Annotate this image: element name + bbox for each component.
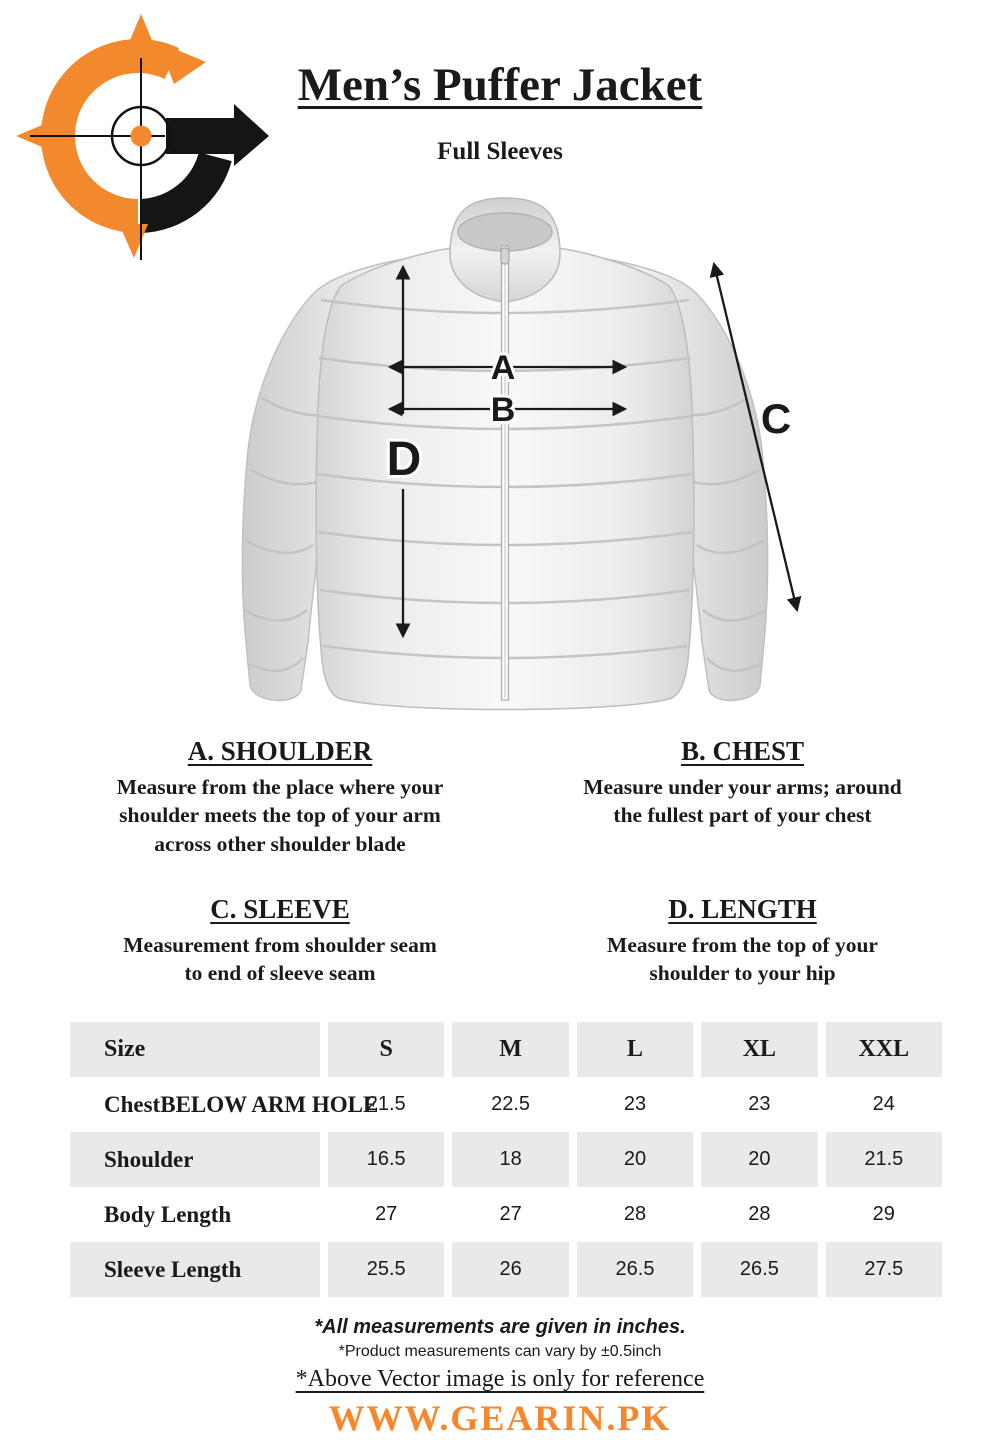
logo-south-point	[119, 224, 148, 258]
note-measurement-variance: *Product measurements can vary by ±0.5inch	[338, 1343, 662, 1360]
sleeve-length-l: 26.5	[577, 1242, 693, 1297]
body-length-xl: 28	[748, 1203, 771, 1225]
section-length	[515, 894, 970, 988]
body-length-s: 27	[375, 1203, 398, 1225]
section-sleeve-line1: Measurement from shoulder seam	[123, 933, 437, 957]
row-body-length-label: Body Length	[104, 1201, 232, 1227]
label-b: B	[490, 391, 516, 429]
row-shoulder-label: Shoulder	[70, 1132, 320, 1187]
chest-l: 23	[623, 1093, 647, 1115]
shoulder-s: 16.5	[328, 1132, 444, 1187]
section-sleeve-line2: to end of sleeve seam	[184, 961, 376, 986]
body-length-xxl: 29	[872, 1203, 895, 1225]
label-a: A	[490, 349, 516, 387]
sleeve-length-xxl: 27.5	[826, 1242, 942, 1297]
chest-xl: 23	[748, 1093, 771, 1115]
size-table-header-l: L	[577, 1022, 693, 1077]
shoulder-l: 20	[577, 1132, 693, 1187]
row-chest-label: Chest BELOW ARM HOLE	[104, 1091, 379, 1117]
zipper-pull	[501, 248, 509, 264]
section-length-line2: shoulder to your hip	[649, 961, 836, 986]
section-length-line1: Measure from the top of your	[607, 933, 878, 957]
section-sleeve-heading: C. SLEEVE	[210, 894, 350, 924]
section-length-heading: D. LENGTH	[668, 894, 817, 924]
sleeve-length-m: 26	[452, 1242, 568, 1297]
body-length-m: 27	[499, 1203, 522, 1225]
shoulder-xxl: 21.5	[826, 1132, 942, 1187]
size-table-header-xxl: XXL	[826, 1022, 942, 1077]
size-table-header-xl: XL	[701, 1022, 817, 1077]
logo-north-point	[125, 14, 157, 52]
size-table-header-m: M	[452, 1022, 568, 1077]
note-vector-reference: *Above Vector image is only for reference	[295, 1366, 705, 1392]
chest-below-arm-hole-note: BELOW ARM HOLE	[160, 1091, 379, 1117]
sleeve-length-s: 25.5	[328, 1242, 444, 1297]
shoulder-m: 18	[452, 1132, 568, 1187]
chest-s: 21.5	[366, 1093, 406, 1115]
section-shoulder-line2: shoulder meets the top of your arm	[119, 803, 441, 828]
sleeve-length-xl: 26.5	[701, 1242, 817, 1297]
chest-m: 22.5	[491, 1093, 531, 1115]
row-sleeve-length-label: Sleeve Length	[70, 1242, 320, 1297]
label-c: C	[760, 395, 792, 442]
section-shoulder-heading: A. SHOULDER	[187, 736, 373, 766]
section-shoulder	[45, 736, 515, 858]
website-url: WWW.GEARIN.PK	[328, 1398, 672, 1438]
section-chest-line1: Measure under your arms; around	[583, 775, 902, 799]
collar-opening	[458, 213, 552, 251]
section-chest-heading: B. CHEST	[680, 736, 805, 766]
page-subtitle: Full Sleeves	[437, 138, 563, 165]
section-chest-line2: the fullest part of your chest	[613, 803, 872, 828]
section-shoulder-line1: Measure from the place where your	[116, 775, 444, 799]
body-length-l: 28	[623, 1203, 647, 1225]
size-table-header-s: S	[328, 1022, 444, 1077]
section-sleeve	[45, 894, 515, 988]
shoulder-xl: 20	[701, 1132, 817, 1187]
note-measurements-inches: *All measurements are given in inches.	[314, 1316, 686, 1338]
section-chest	[515, 736, 970, 830]
size-table-header-size: Size	[70, 1022, 320, 1077]
label-d: D	[386, 433, 422, 486]
section-shoulder-line3: across other shoulder blade	[154, 831, 406, 856]
chest-xxl: 24	[872, 1093, 895, 1115]
size-table	[70, 1022, 942, 1297]
jacket-diagram	[200, 190, 820, 730]
page-title: Men’s Puffer Jacket	[297, 59, 703, 111]
